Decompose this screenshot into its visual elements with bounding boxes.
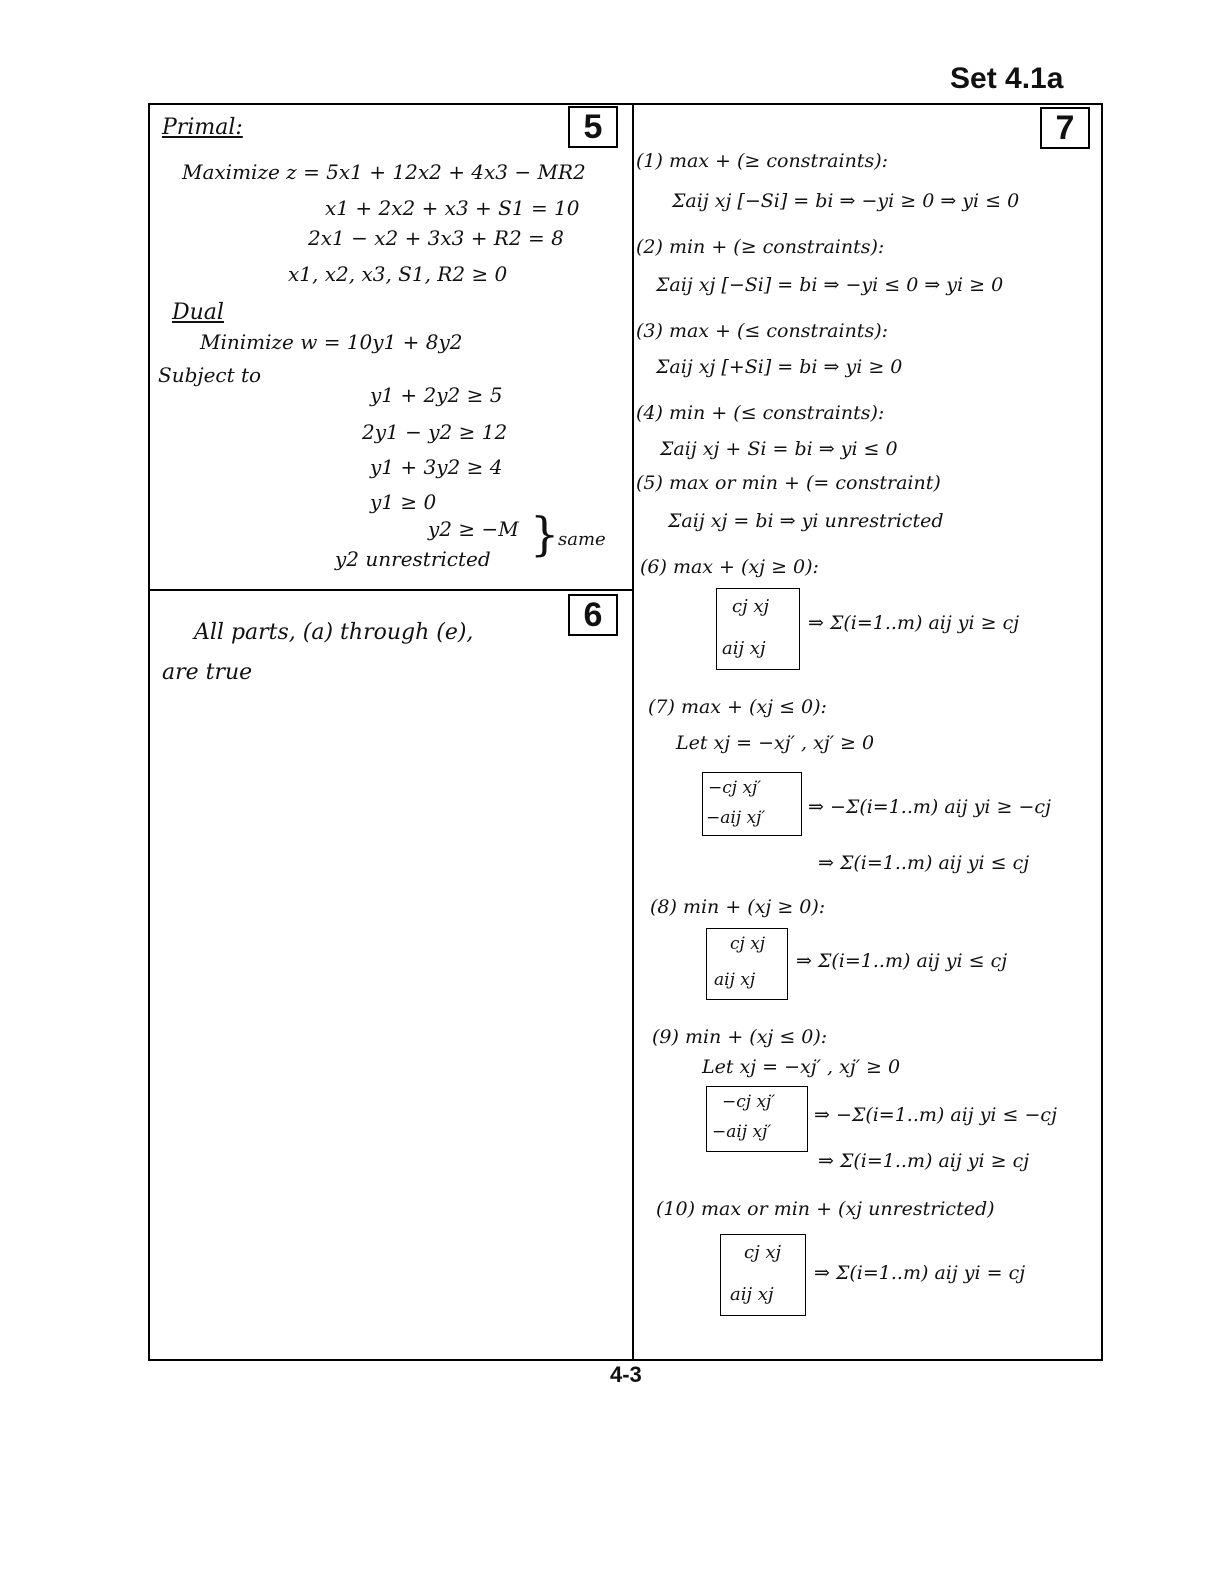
column-divider bbox=[632, 103, 634, 1361]
dual-constraint-2: 2y1 − y2 ≥ 12 bbox=[362, 420, 508, 444]
primal-nonnegativity: x1, x2, x3, S1, R2 ≥ 0 bbox=[288, 262, 508, 286]
dual-heading: Dual bbox=[172, 300, 224, 325]
rule-7-result-1: ⇒ −Σ(i=1..m) aij yi ≥ −cj bbox=[808, 796, 1051, 818]
rule-3-heading: (3) max + (≤ constraints): bbox=[636, 320, 889, 342]
primal-constraint-1: x1 + 2x2 + x3 + S1 = 10 bbox=[325, 196, 580, 220]
problem-number-7: 7 bbox=[1040, 107, 1090, 149]
dual-constraint-5: y2 ≥ −M bbox=[428, 517, 519, 541]
dual-objective: Minimize w = 10y1 + 8y2 bbox=[200, 330, 463, 354]
rule-10-box-top: cj xj bbox=[744, 1242, 782, 1263]
rule-5-body: Σaij xj = bi ⇒ yi unrestricted bbox=[668, 510, 944, 532]
rule-10-result: ⇒ Σ(i=1..m) aij yi = cj bbox=[814, 1262, 1026, 1284]
rule-9-let: Let xj = −xj′ , xj′ ≥ 0 bbox=[702, 1056, 901, 1078]
page-number: 4-3 bbox=[610, 1362, 642, 1387]
rule-9-heading: (9) min + (xj ≤ 0): bbox=[652, 1026, 828, 1048]
rule-5-heading: (5) max or min + (= constraint) bbox=[636, 472, 941, 494]
rule-7-heading: (7) max + (xj ≤ 0): bbox=[648, 696, 827, 718]
primal-heading: Primal: bbox=[162, 115, 243, 140]
rule-9-result-1: ⇒ −Σ(i=1..m) aij yi ≤ −cj bbox=[814, 1104, 1057, 1126]
rule-10-box-bottom: aij xj bbox=[730, 1284, 774, 1305]
primal-objective: Maximize z = 5x1 + 12x2 + 4x3 − MR2 bbox=[182, 160, 586, 184]
rule-4-heading: (4) min + (≤ constraints): bbox=[636, 402, 885, 424]
set-title: Set 4.1a bbox=[950, 62, 1064, 95]
rule-6-box-bottom: aij xj bbox=[722, 638, 766, 659]
rule-1-heading: (1) max + (≥ constraints): bbox=[636, 150, 889, 172]
rule-7-result-2: ⇒ Σ(i=1..m) aij yi ≤ cj bbox=[818, 852, 1030, 874]
rule-2-heading: (2) min + (≥ constraints): bbox=[636, 236, 885, 258]
rule-9-result-2: ⇒ Σ(i=1..m) aij yi ≥ cj bbox=[818, 1150, 1030, 1172]
rule-2-body: Σaij xj [−Si] = bi ⇒ −yi ≤ 0 ⇒ yi ≥ 0 bbox=[656, 274, 1004, 296]
problem-number-5: 5 bbox=[568, 106, 618, 148]
row-divider bbox=[148, 589, 634, 591]
dual-constraint-3: y1 + 3y2 ≥ 4 bbox=[370, 455, 503, 479]
rule-4-body: Σaij xj + Si = bi ⇒ yi ≤ 0 bbox=[660, 438, 898, 460]
rule-8-box-bottom: aij xj bbox=[714, 970, 756, 990]
problem-number-6: 6 bbox=[568, 594, 618, 636]
primal-constraint-2: 2x1 − x2 + 3x3 + R2 = 8 bbox=[308, 226, 564, 250]
rule-8-box-top: cj xj bbox=[730, 934, 766, 954]
rule-7-box-top: −cj xj′ bbox=[708, 778, 762, 798]
panel6-answer-line-1: All parts, (a) through (e), bbox=[194, 620, 474, 645]
rule-7-box-bottom: −aij xj′ bbox=[706, 808, 766, 828]
rule-6-box-top: cj xj bbox=[732, 596, 770, 617]
rule-7-let: Let xj = −xj′ , xj′ ≥ 0 bbox=[676, 732, 875, 754]
dual-constraint-4: y1 ≥ 0 bbox=[370, 490, 437, 514]
rule-6-result: ⇒ Σ(i=1..m) aij yi ≥ cj bbox=[808, 612, 1020, 634]
rule-9-box-bottom: −aij xj′ bbox=[712, 1122, 772, 1142]
subject-to-label: Subject to bbox=[158, 363, 262, 387]
same-label: same bbox=[558, 529, 606, 550]
rule-8-result: ⇒ Σ(i=1..m) aij yi ≤ cj bbox=[796, 950, 1008, 972]
rule-6-heading: (6) max + (xj ≥ 0): bbox=[640, 556, 819, 578]
rule-10-heading: (10) max or min + (xj unrestricted) bbox=[656, 1198, 995, 1220]
dual-constraint-6: y2 unrestricted bbox=[335, 547, 491, 571]
panel6-answer-line-2: are true bbox=[162, 660, 253, 685]
rule-1-body: Σaij xj [−Si] = bi ⇒ −yi ≥ 0 ⇒ yi ≤ 0 bbox=[672, 190, 1020, 212]
rule-8-heading: (8) min + (xj ≥ 0): bbox=[650, 896, 826, 918]
curly-brace: } bbox=[530, 507, 560, 561]
rule-3-body: Σaij xj [+Si] = bi ⇒ yi ≥ 0 bbox=[656, 356, 903, 378]
dual-constraint-1: y1 + 2y2 ≥ 5 bbox=[370, 383, 503, 407]
rule-9-box-top: −cj xj′ bbox=[722, 1092, 776, 1112]
